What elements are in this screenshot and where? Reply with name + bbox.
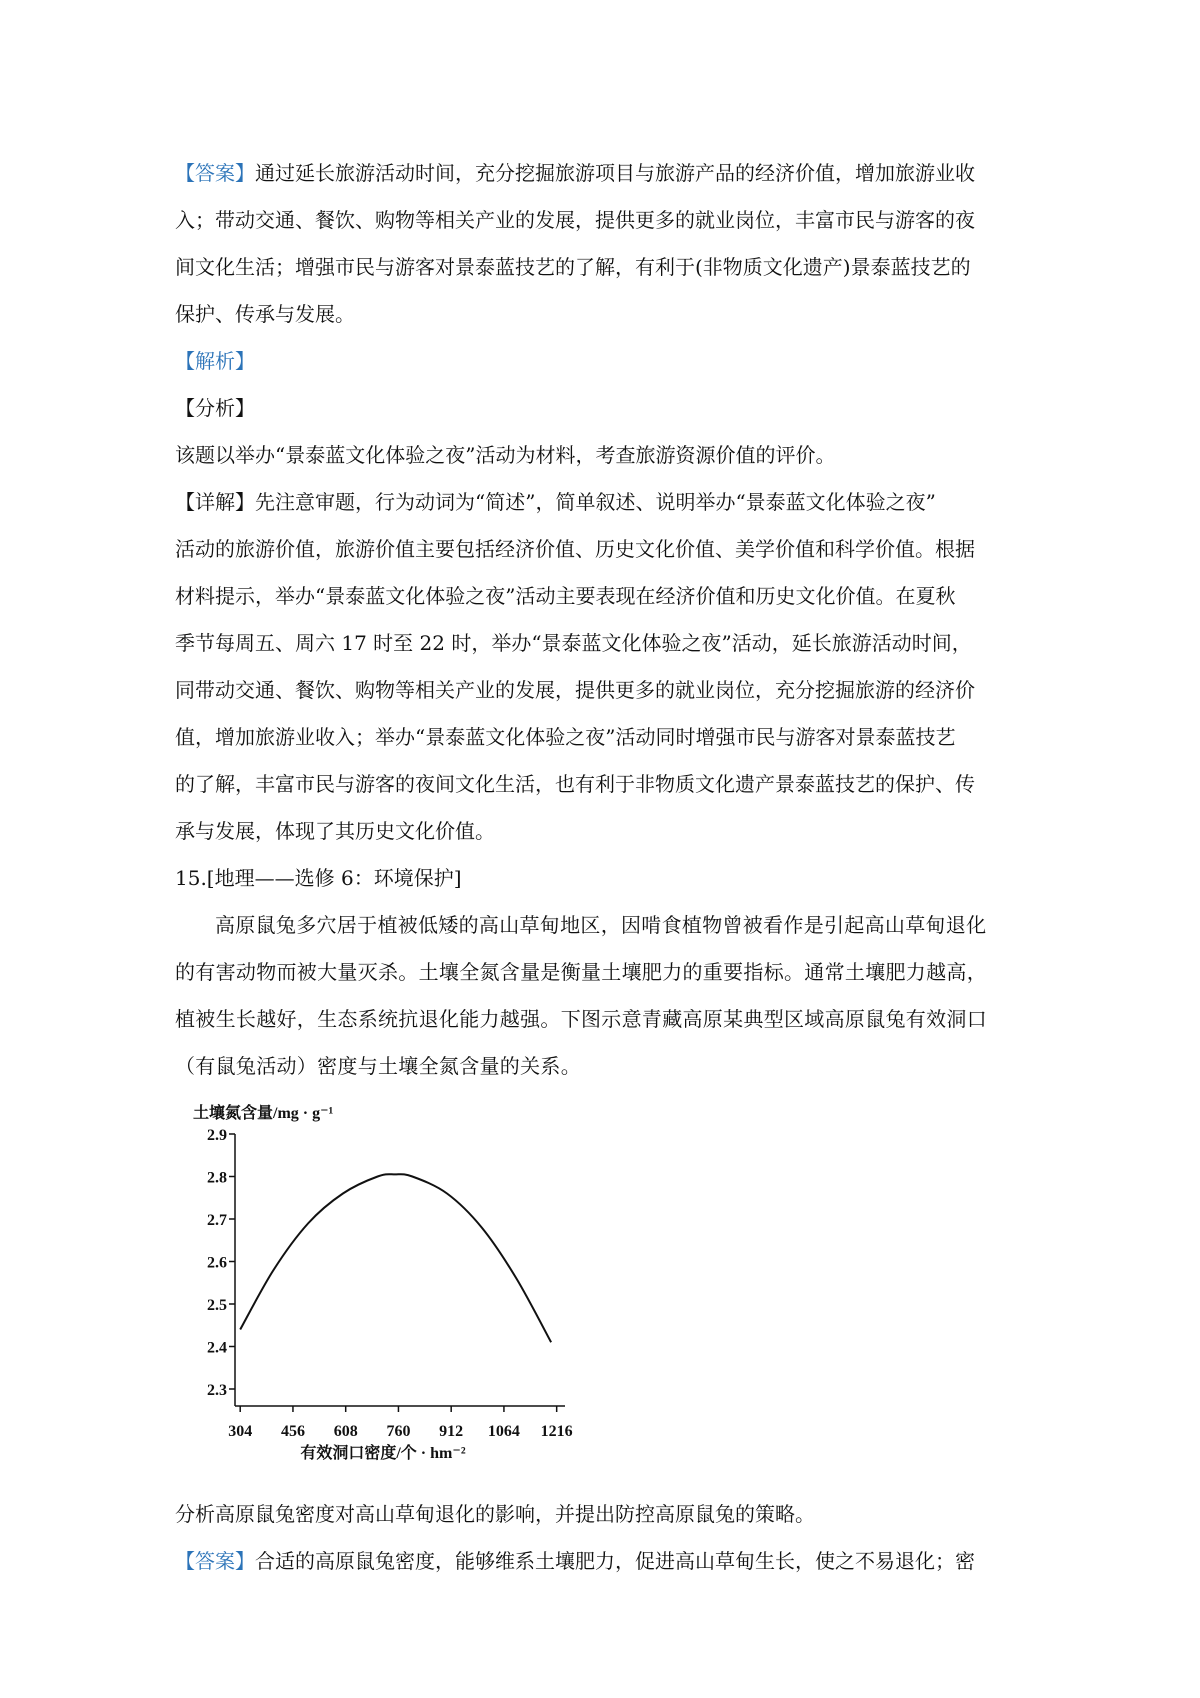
- answer-line: 入；带动交通、餐饮、购物等相关产业的发展，提供更多的就业岗位，丰富市民与游客的夜: [175, 208, 975, 232]
- y-tick-label: 2.5: [207, 1297, 227, 1314]
- detail-line: 活动的旅游价值，旅游价值主要包括经济价值、历史文化价值、美学价值和科学价值。根据: [175, 537, 975, 561]
- x-tick-label: 608: [333, 1423, 358, 1440]
- answer-paragraph-15: [175, 1538, 1035, 1585]
- y-tick-label: 2.6: [207, 1254, 227, 1272]
- x-axis-label: 有效洞口密度/个 · hm⁻²: [300, 1445, 466, 1462]
- detail-line: 的了解，丰富市民与游客的夜间文化生活，也有利于非物质文化遗产景泰蓝技艺的保护、传: [175, 772, 975, 796]
- y-tick-label: 2.9: [207, 1127, 227, 1144]
- question-text: 分析高原鼠兔密度对高山草甸退化的影响，并提出防控高原鼠兔的策略。: [175, 1502, 815, 1526]
- series-line: [240, 1174, 551, 1342]
- detail-line: 材料提示，举办“景泰蓝文化体验之夜”活动主要表现在经济价值和历史文化价值。在夏秋: [175, 584, 956, 608]
- detail-line: 值，增加旅游业收入；举办“景泰蓝文化体验之夜”活动同时增强市民与游客对景泰蓝技艺: [175, 725, 956, 749]
- x-tick-label: 304: [228, 1423, 253, 1440]
- answer-text: 合适的高原鼠兔密度，能够维系土壤肥力，促进高山草甸生长，使之不易退化；密: [255, 1549, 975, 1573]
- analysis-heading: [175, 338, 1035, 385]
- detail-line: 季节每周五、周六 17 时至 22 时，举办“景泰蓝文化体验之夜”活动，延长旅游活动时间，: [175, 631, 972, 655]
- answer-paragraph: [175, 150, 1035, 197]
- y-tick-label: 2.8: [207, 1169, 227, 1187]
- detail-line: 同带动交通、餐饮、购物等相关产业的发展，提供更多的就业岗位，充分挖掘旅游的经济价: [175, 678, 975, 702]
- material-line: （有鼠兔活动）密度与土壤全氮含量的关系。: [175, 1054, 581, 1078]
- x-tick-label: 1064: [487, 1423, 520, 1440]
- y-tick-label: 2.4: [207, 1339, 227, 1357]
- document-page: [175, 150, 1035, 1585]
- chart-container: [175, 1094, 1035, 1489]
- answer-tag: 【答案】: [175, 161, 255, 185]
- x-tick-label: 760: [386, 1423, 411, 1440]
- question-heading: 15.[地理——选修 6：环境保护]: [175, 866, 462, 890]
- x-tick-label: 912: [439, 1423, 464, 1440]
- y-axis-label: 土壤氮含量/mg · g⁻¹: [193, 1105, 334, 1122]
- material-line: 高原鼠兔多穴居于植被低矮的高山草甸地区，因啃食植物曾被看作是引起高山草甸退化: [215, 913, 987, 937]
- x-tick-label: 1216: [540, 1423, 573, 1440]
- detail-text: 先注意审题，行为动词为“简述”，简单叙述、说明举办“景泰蓝文化体验之夜”: [255, 490, 936, 514]
- y-tick-label: 2.3: [207, 1382, 227, 1399]
- answer-line: 保护、传承与发展。: [175, 302, 355, 326]
- fenxi-heading: 【分析】: [175, 396, 255, 420]
- answer-line: 间文化生活；增强市民与游客对景泰蓝技艺的了解，有利于(非物质文化遗产)景泰蓝技艺的: [175, 255, 971, 279]
- x-tick-label: 456: [280, 1423, 305, 1440]
- detail-tag: 【详解】: [175, 490, 255, 514]
- line-chart: [175, 1094, 595, 1489]
- material-line: 植被生长越好，生态系统抗退化能力越强。下图示意青藏高原某典型区域高原鼠兔有效洞口: [175, 1007, 987, 1031]
- answer-tag: 【答案】: [175, 1549, 255, 1573]
- material-line: 的有害动物而被大量灭杀。土壤全氮含量是衡量土壤肥力的重要指标。通常土壤肥力越高，: [175, 960, 987, 984]
- y-tick-label: 2.7: [207, 1212, 227, 1229]
- analysis-tag: 【解析】: [175, 349, 255, 373]
- detail-line: 承与发展，体现了其历史文化价值。: [175, 819, 495, 843]
- answer-text: 通过延长旅游活动时间，充分挖掘旅游项目与旅游产品的经济价值，增加旅游业收: [255, 161, 975, 185]
- detail-paragraph: [175, 479, 1035, 526]
- fenxi-text: 该题以举办“景泰蓝文化体验之夜”活动为材料，考查旅游资源价值的评价。: [175, 443, 836, 467]
